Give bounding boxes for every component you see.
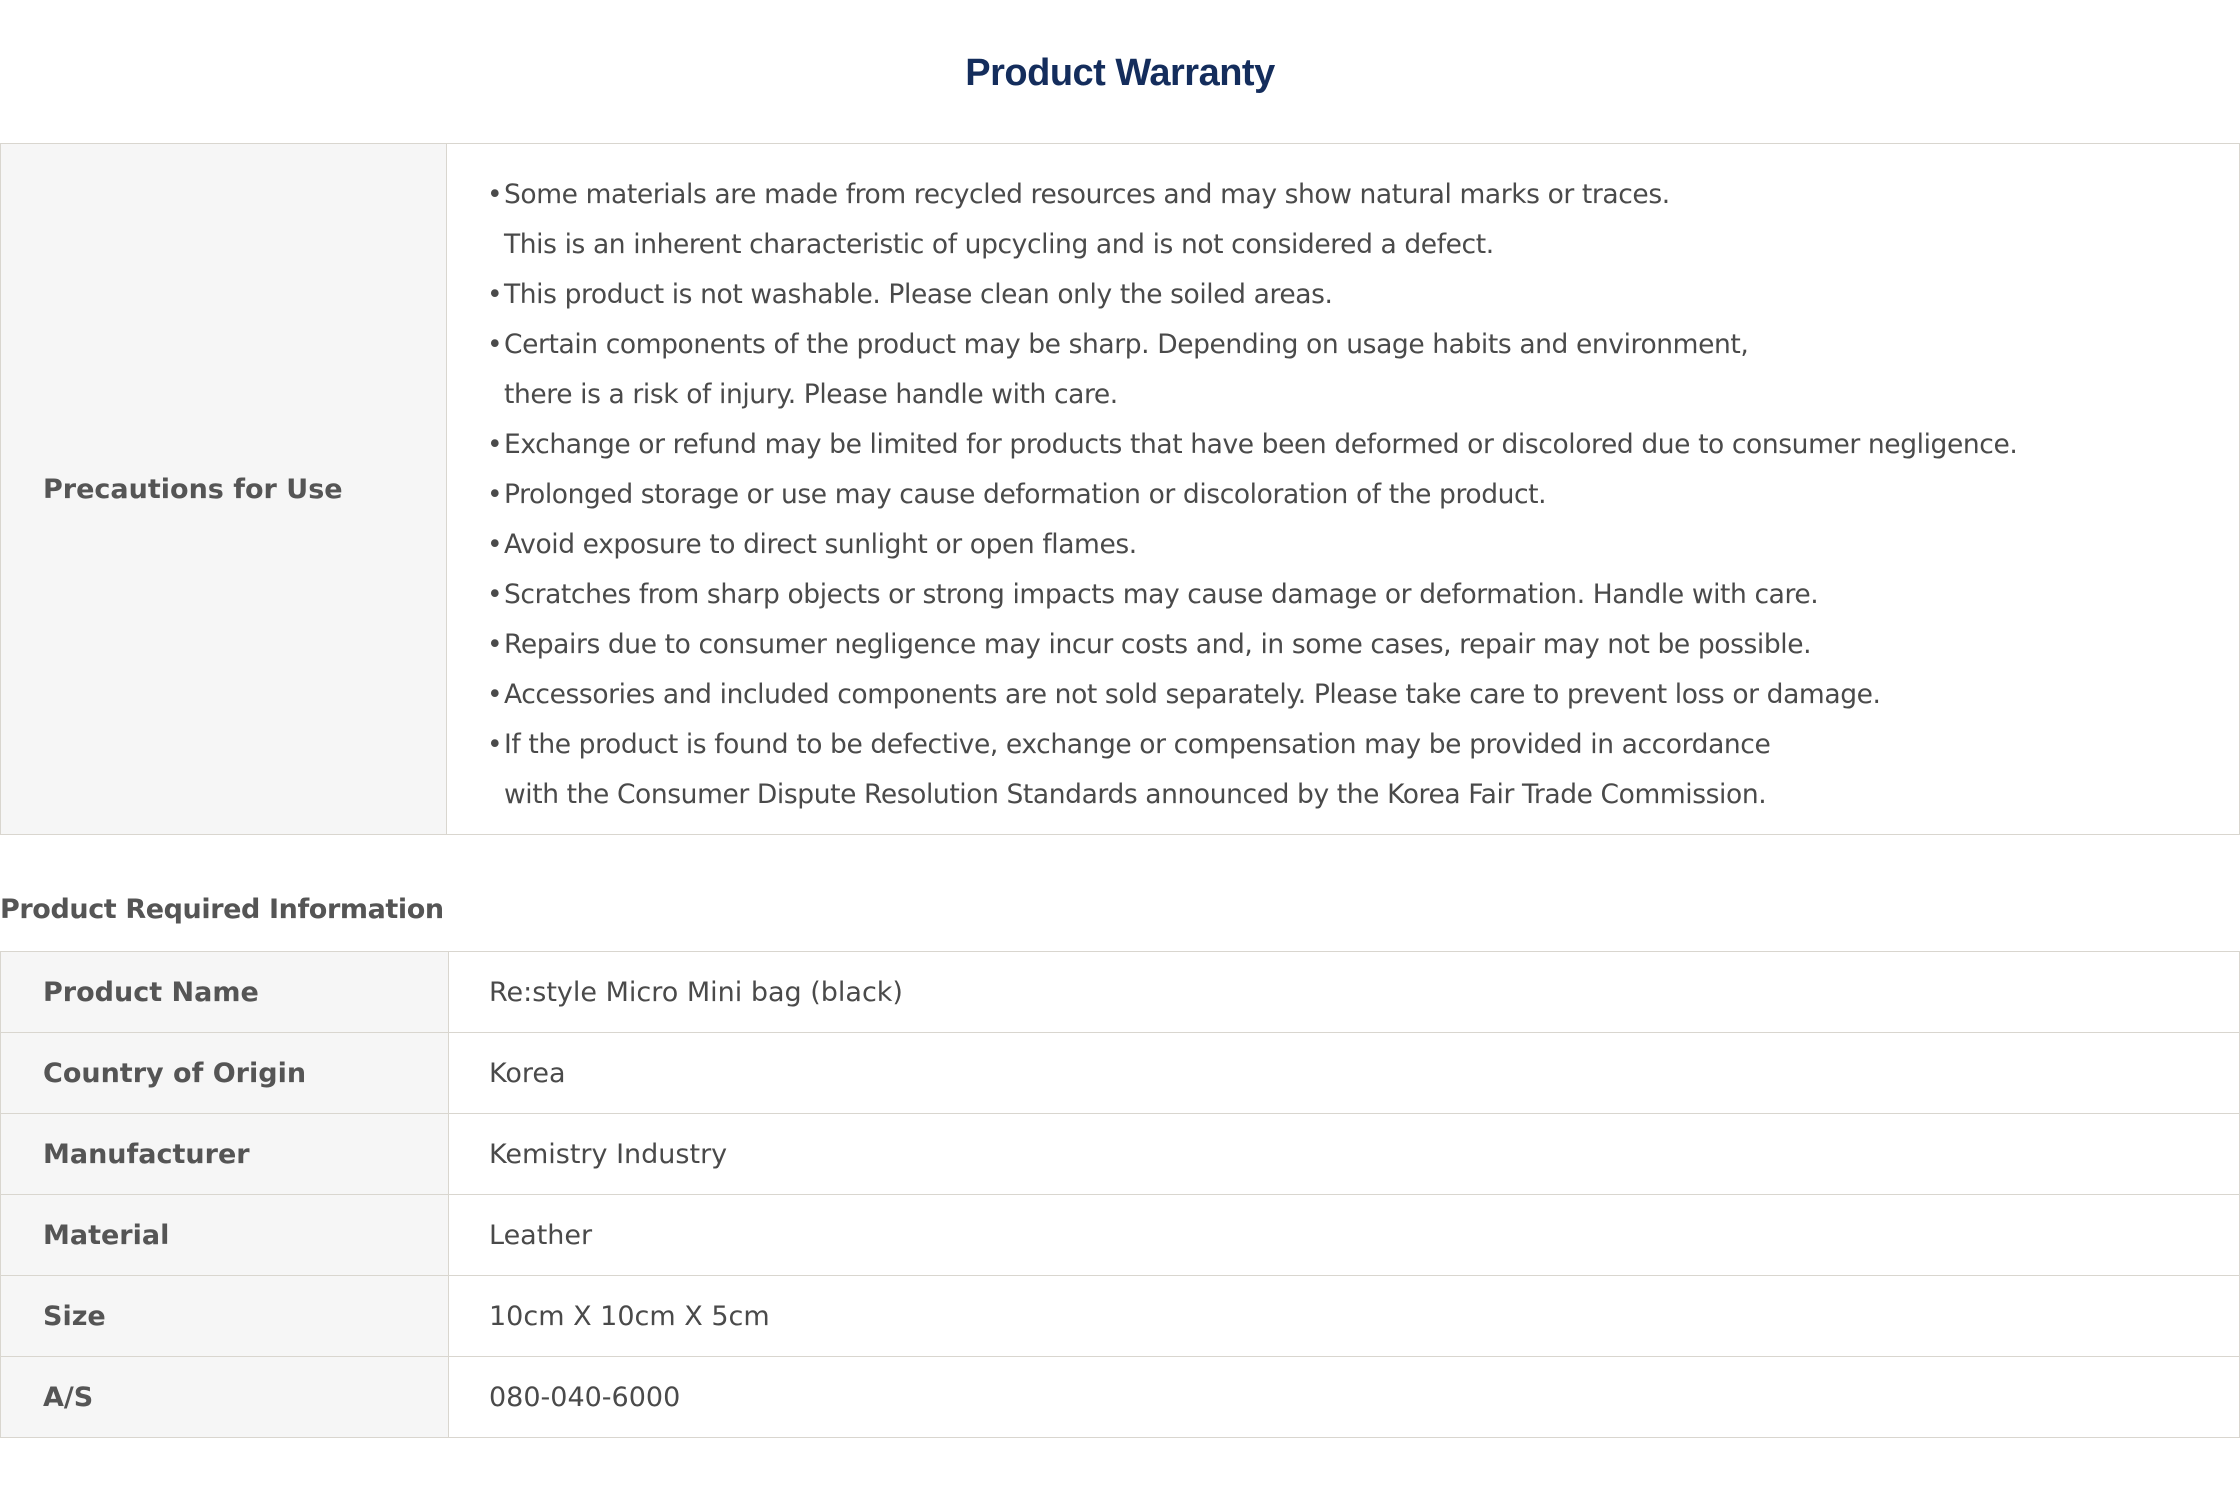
precaution-item (487, 420, 2017, 470)
table-row (1, 1033, 2240, 1114)
table-row (1, 1357, 2240, 1438)
precaution-text: Exchange or refund may be limited for products that have been deformed or discolored due to consumer negligence. (504, 429, 2018, 460)
bullet-icon: • (487, 579, 503, 610)
precaution-item (487, 170, 2017, 270)
required-info-heading: Product Required Information (0, 894, 444, 925)
row-value: Kemistry Industry (449, 1114, 2240, 1195)
bullet-icon: • (487, 529, 503, 560)
precaution-text: Repairs due to consumer negligence may incur costs and, in some cases, repair may not be possible. (504, 629, 1812, 660)
row-value: 080-040-6000 (449, 1357, 2240, 1438)
required-info-table (0, 951, 2240, 1438)
row-label: A/S (1, 1357, 449, 1438)
row-label: Product Name (1, 952, 449, 1033)
row-label: Manufacturer (1, 1114, 449, 1195)
bullet-icon: • (487, 479, 503, 510)
precaution-item (487, 320, 2017, 420)
precaution-text: Accessories and included components are not sold separately. Please take care to prevent loss or damage. (504, 679, 1881, 710)
precautions-label: Precautions for Use (1, 144, 447, 834)
precautions-list (447, 144, 2017, 834)
precaution-item (487, 520, 2017, 570)
table-row (1, 1195, 2240, 1276)
precaution-item (487, 570, 2017, 620)
precaution-text: there is a risk of injury. Please handle with care. (504, 379, 1118, 410)
table-row (1, 1276, 2240, 1357)
row-label: Country of Origin (1, 1033, 449, 1114)
table-row (1, 1114, 2240, 1195)
precaution-text: This product is not washable. Please clean only the soiled areas. (504, 279, 1333, 310)
bullet-icon: • (487, 429, 503, 460)
table-row (1, 952, 2240, 1033)
precaution-text: Scratches from sharp objects or strong impacts may cause damage or deformation. Handle with care. (504, 579, 1819, 610)
precaution-text: This is an inherent characteristic of upcycling and is not considered a defect. (504, 229, 1494, 260)
bullet-icon: • (487, 179, 503, 210)
precaution-text: Certain components of the product may be sharp. Depending on usage habits and environment, (504, 329, 1749, 360)
precaution-item (487, 670, 2017, 720)
precaution-item (487, 470, 2017, 520)
bullet-icon: • (487, 679, 503, 710)
page-title: Product Warranty (965, 52, 1275, 94)
row-value: Korea (449, 1033, 2240, 1114)
row-value: Re:style Micro Mini bag (black) (449, 952, 2240, 1033)
precautions-table (0, 143, 2240, 835)
row-value: 10cm X 10cm X 5cm (449, 1276, 2240, 1357)
row-label: Material (1, 1195, 449, 1276)
precaution-item (487, 720, 2017, 820)
precaution-text: If the product is found to be defective, exchange or compensation may be provided in accordance (504, 729, 1771, 760)
precaution-text: Some materials are made from recycled resources and may show natural marks or traces. (504, 179, 1670, 210)
precaution-text: Prolonged storage or use may cause deformation or discoloration of the product. (504, 479, 1547, 510)
row-value: Leather (449, 1195, 2240, 1276)
bullet-icon: • (487, 329, 503, 360)
bullet-icon: • (487, 629, 503, 660)
precaution-text: Avoid exposure to direct sunlight or open flames. (504, 529, 1137, 560)
precaution-text: with the Consumer Dispute Resolution Standards announced by the Korea Fair Trade Commission. (504, 779, 1767, 810)
precaution-item (487, 620, 2017, 670)
bullet-icon: • (487, 279, 503, 310)
row-label: Size (1, 1276, 449, 1357)
bullet-icon: • (487, 729, 503, 760)
precaution-item (487, 270, 2017, 320)
